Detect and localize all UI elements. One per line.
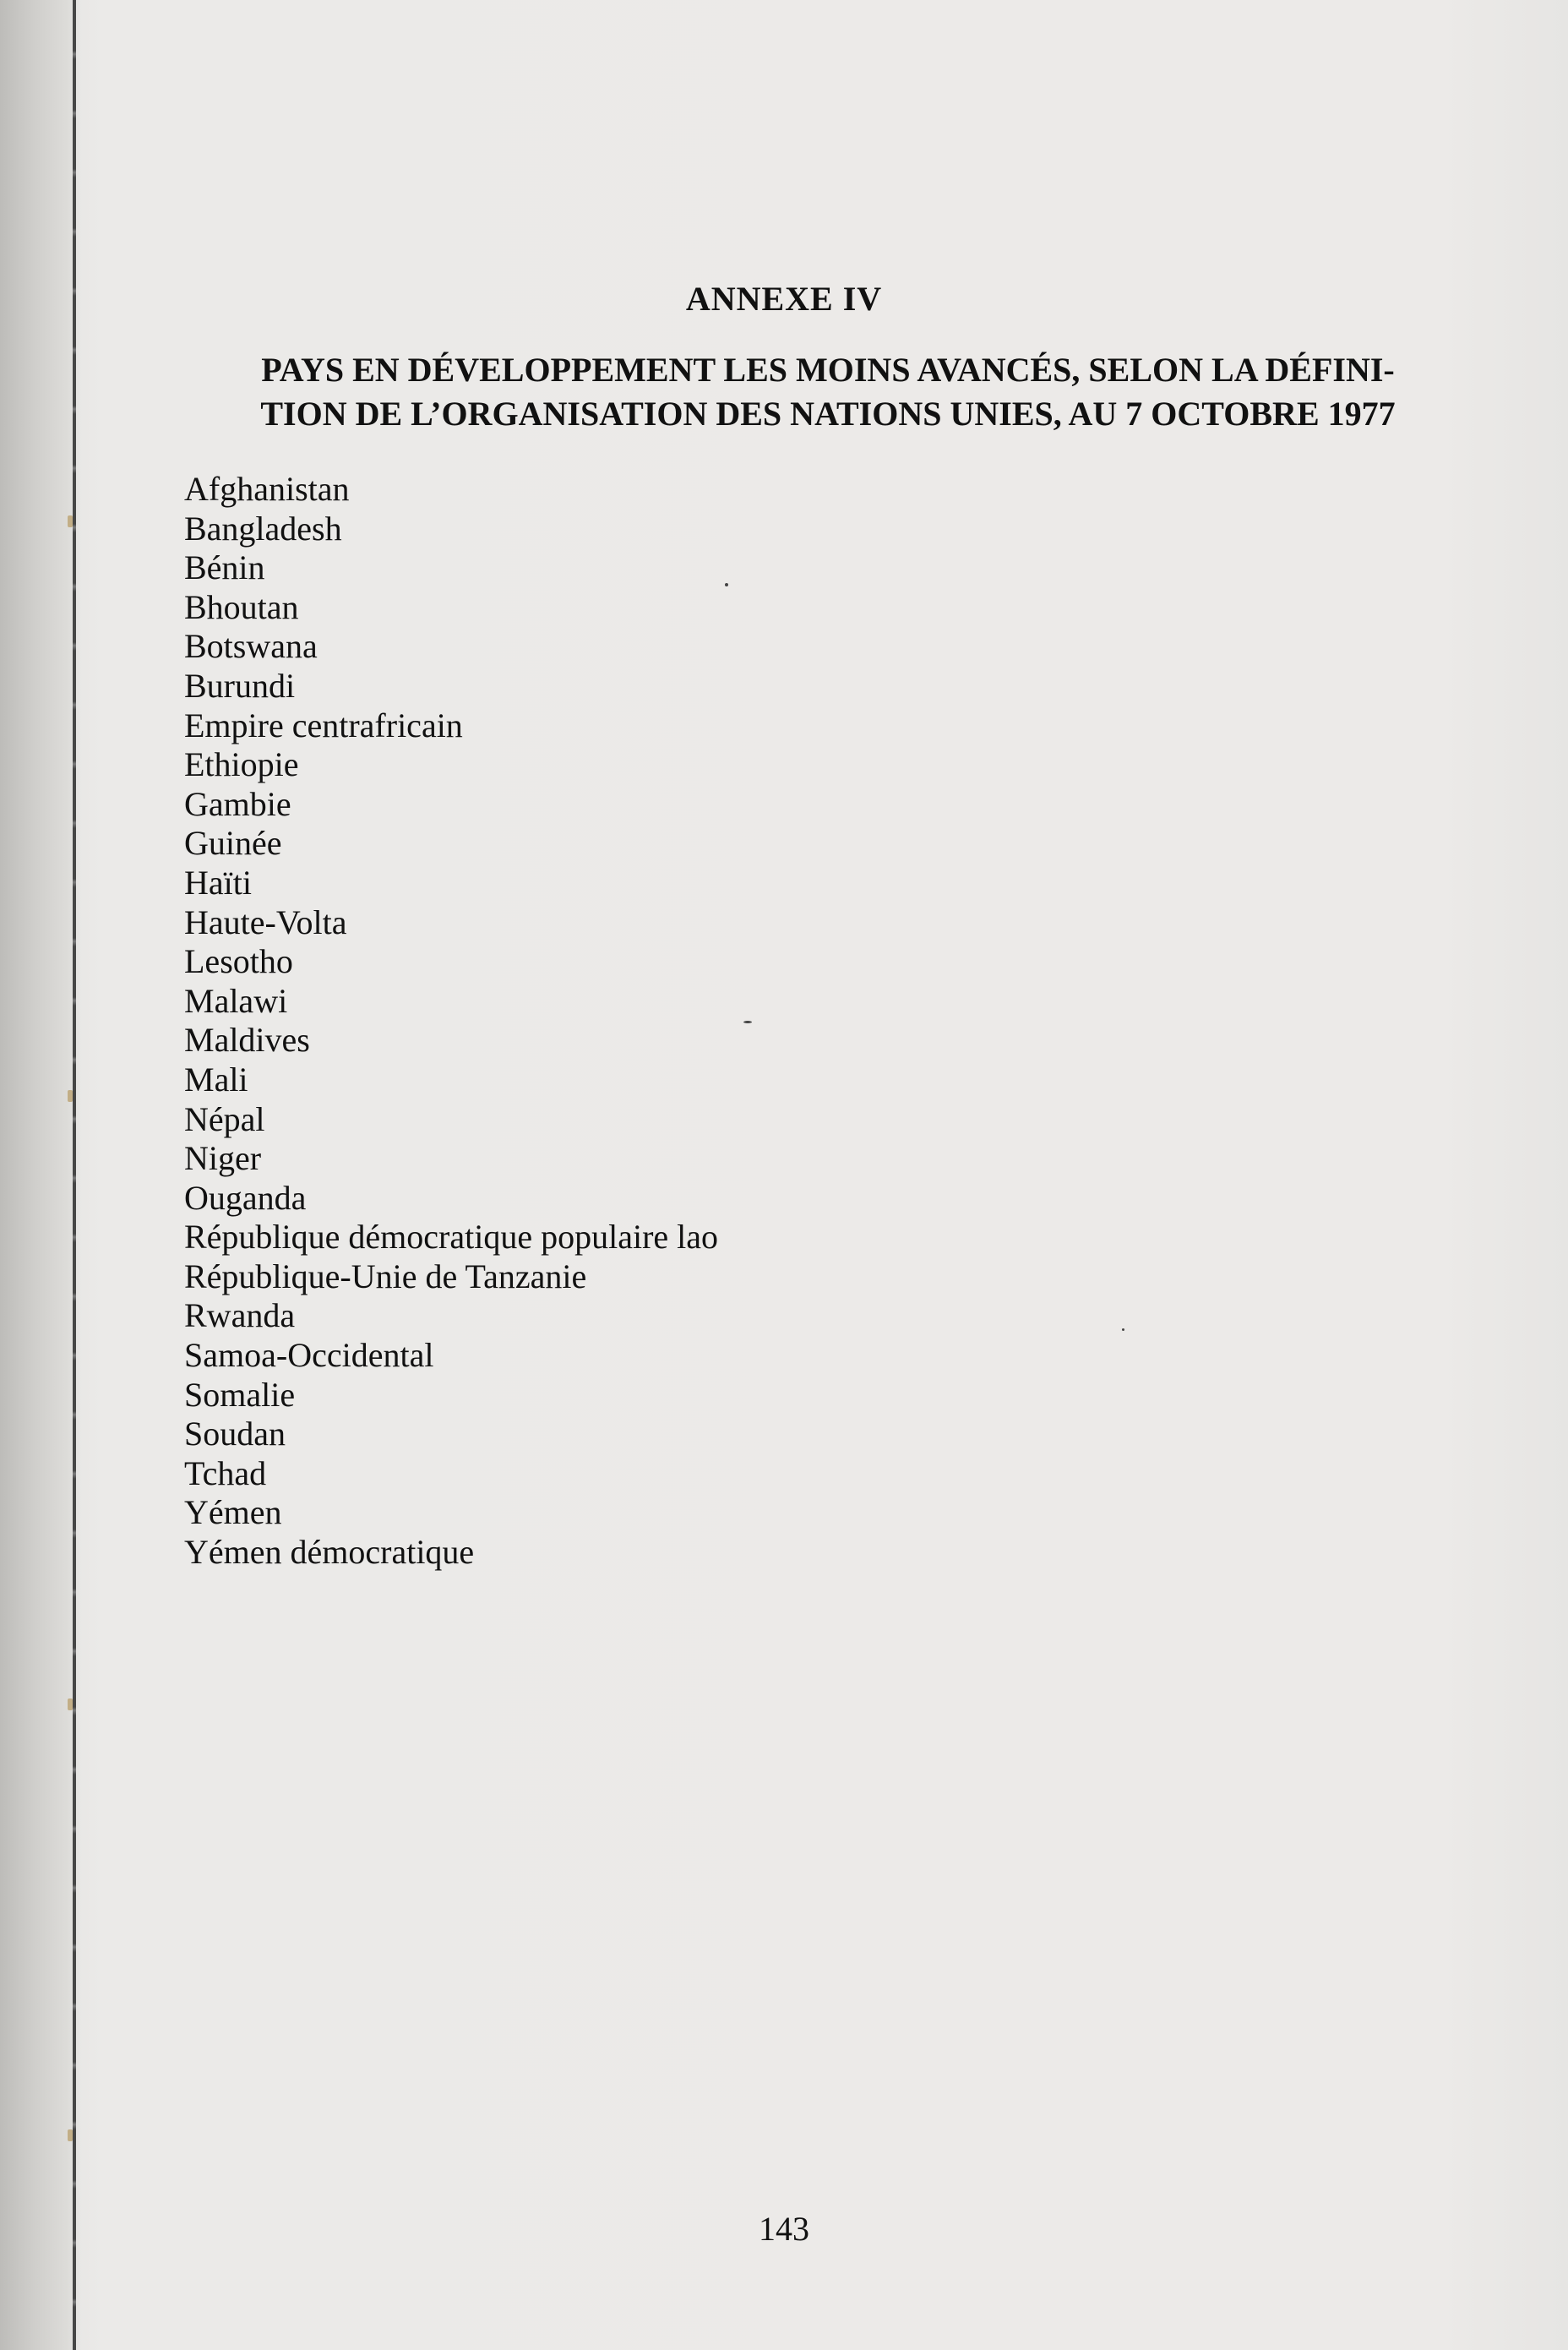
country-item: Niger (184, 1139, 262, 1178)
country-item: Samoa-Occidental (184, 1336, 434, 1375)
country-item: République démocratique populaire lao (184, 1218, 719, 1257)
main-heading (194, 348, 1462, 436)
country-item: Empire centrafricain (184, 706, 463, 744)
print-speck (743, 1021, 752, 1023)
country-item: Guinée (184, 824, 282, 863)
binding-stitch (68, 1090, 73, 1102)
country-item: Gambie (184, 784, 291, 823)
country-item: Ethiopie (184, 745, 299, 784)
country-item: Burundi (184, 666, 296, 705)
binding-stitch (68, 1698, 73, 1710)
country-list (184, 470, 718, 1573)
country-item: Somalie (184, 1375, 296, 1414)
print-speck (1122, 1328, 1124, 1331)
print-speck (725, 583, 728, 586)
country-item: Bhoutan (184, 587, 299, 626)
country-item: Mali (184, 1060, 248, 1099)
heading-line-1: PAYS EN DÉVELOPPEMENT LES MOINS AVANCÉS, SELON LA DÉFINI- (261, 351, 1395, 389)
binding-edge (0, 0, 81, 2350)
country-item: Ouganda (184, 1178, 307, 1217)
country-item: République-Unie de Tanzanie (184, 1257, 587, 1295)
country-item: Yémen démocratique (184, 1533, 475, 1572)
country-item: Maldives (184, 1021, 310, 1060)
country-item: Botswana (184, 627, 318, 666)
country-item: Bangladesh (184, 509, 342, 548)
country-item: Haïti (184, 863, 252, 902)
country-item: Yémen (184, 1493, 282, 1532)
country-item: Haute-Volta (184, 902, 347, 941)
binding-stitch (68, 2129, 73, 2141)
heading-line-2: TION DE L’ORGANISATION DES NATIONS UNIES, AU 7 OCTOBRE 1977 (260, 395, 1396, 433)
country-item: Bénin (184, 548, 265, 587)
country-item: Lesotho (184, 942, 293, 981)
country-item: Soudan (184, 1415, 286, 1453)
country-item: Malawi (184, 981, 288, 1020)
page-number: 143 (759, 2210, 809, 2248)
country-item: Tchad (184, 1453, 267, 1492)
country-item: Afghanistan (184, 470, 350, 508)
binding-line (73, 0, 76, 2350)
country-item: Népal (184, 1099, 265, 1138)
binding-stitch (68, 515, 73, 527)
annex-title: ANNEXE IV (685, 280, 883, 318)
country-item: Rwanda (184, 1296, 296, 1335)
